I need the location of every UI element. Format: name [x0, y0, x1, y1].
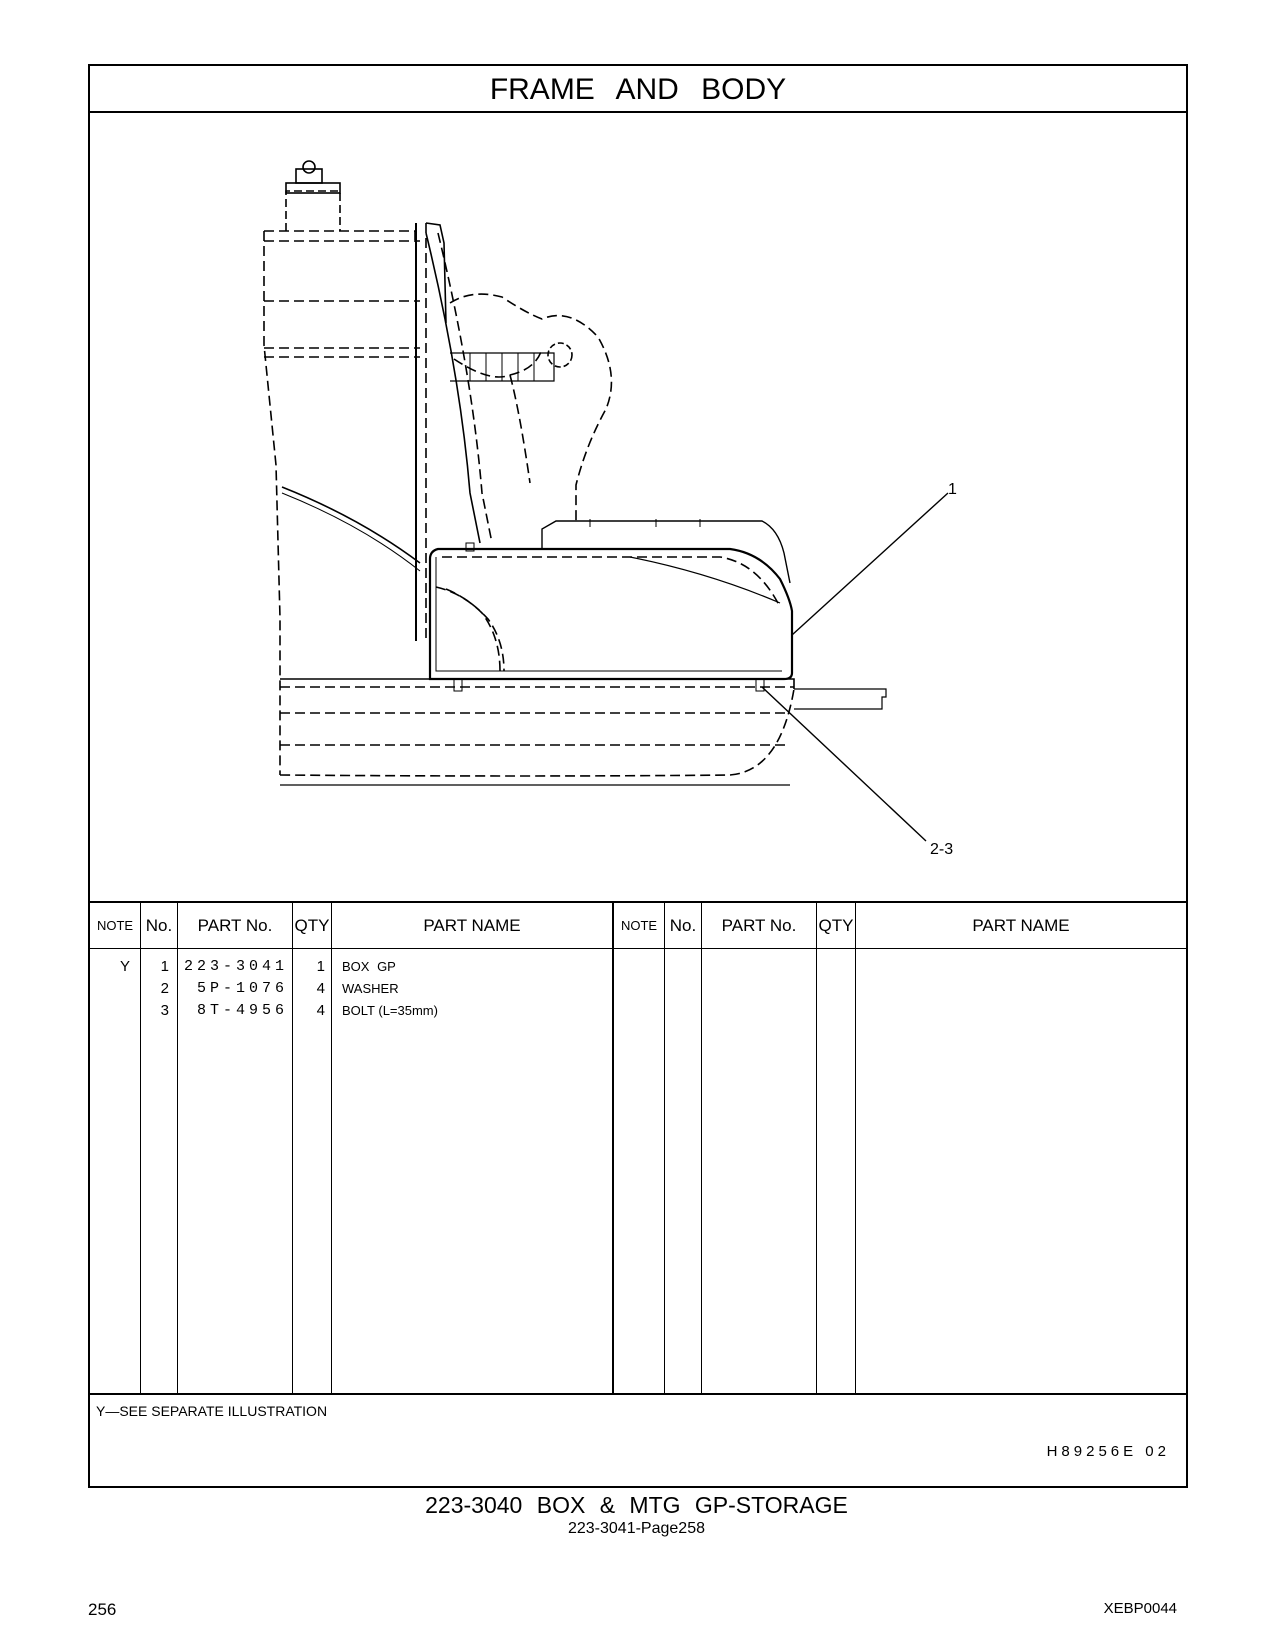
header-no: No.	[145, 916, 173, 935]
row-2-part-name: WASHER	[342, 981, 399, 996]
column-divider-center	[612, 903, 614, 1395]
header-note: NOTE	[96, 918, 134, 933]
parts-table	[90, 901, 1186, 1393]
group-caption: 223-3040 BOX & MTG GP-STORAGE	[425, 1492, 848, 1518]
row-3-qty: 4	[316, 1002, 325, 1019]
column-divider	[664, 903, 665, 1395]
row-3-part-name: BOLT (L=35mm)	[342, 1003, 438, 1018]
header-part-no: PART No.	[197, 916, 273, 935]
row-2-part-no: 5P-1076	[196, 980, 288, 997]
column-divider	[855, 903, 856, 1395]
column-divider	[331, 903, 332, 1395]
footnote-text: Y—SEE SEPARATE ILLUSTRATION	[96, 1403, 328, 1419]
document-code: XEBP0044	[1103, 1600, 1177, 1617]
row-1-part-name: BOX GP	[342, 959, 396, 974]
header-part-name-2: PART NAME	[972, 916, 1070, 935]
header-no-2: No.	[669, 916, 697, 935]
header-qty-2: QTY	[818, 916, 854, 935]
row-1-qty: 1	[316, 958, 325, 975]
page-title: FRAME AND BODY	[90, 66, 1186, 113]
illustration-drawing	[90, 113, 1186, 901]
parts-page-frame	[88, 64, 1188, 1488]
header-qty: QTY	[294, 916, 330, 935]
column-divider	[701, 903, 702, 1395]
footnote-area	[90, 1393, 1186, 1486]
table-header	[90, 903, 1186, 949]
row-3-part-no: 8T-4956	[196, 1002, 288, 1019]
group-page-reference: 223-3041-Page258	[567, 1520, 705, 1537]
row-1-part-no: 223-3041	[183, 958, 288, 975]
header-part-name: PART NAME	[423, 916, 521, 935]
row-2-note	[90, 977, 130, 1000]
parts-illustration	[90, 113, 1186, 901]
row-2-no: 2	[160, 980, 169, 997]
row-3-no: 3	[160, 1002, 169, 1019]
header-note-2: NOTE	[620, 918, 658, 933]
column-divider	[816, 903, 817, 1395]
page-number: 256	[88, 1600, 117, 1619]
row-1-no: 1	[160, 958, 169, 975]
callout-1: 1	[948, 481, 957, 498]
row-3-note	[90, 999, 130, 1022]
header-part-no-2: PART No.	[721, 916, 797, 935]
callout-2-3: 2-3	[930, 841, 954, 858]
row-1-note: Y	[119, 958, 130, 975]
row-2-qty: 4	[316, 980, 325, 997]
illustration-code: H89256E 02	[1046, 1443, 1170, 1460]
